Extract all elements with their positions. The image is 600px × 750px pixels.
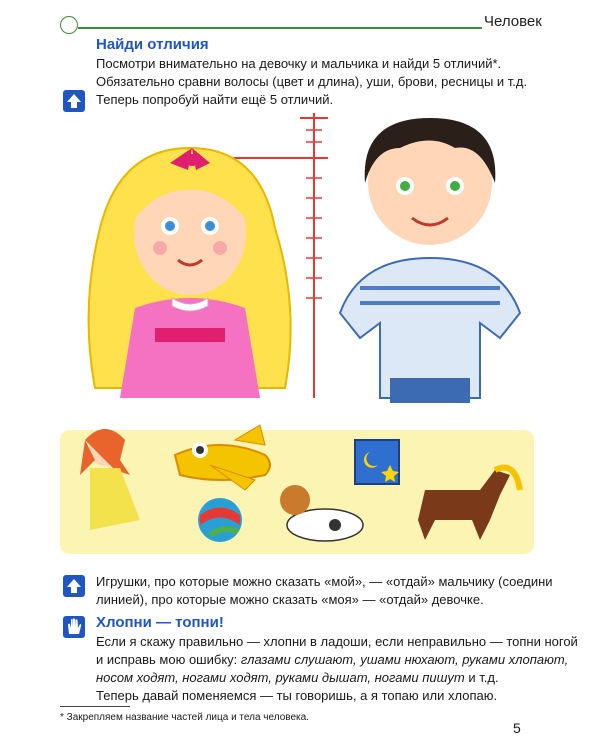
beach-ball xyxy=(198,498,242,542)
page-number: 5 xyxy=(513,720,521,736)
toy-dog xyxy=(280,485,363,541)
game-line-1: Если я скажу правильно — хлопни в ладоши, если неправильно — топни ногой xyxy=(96,634,578,649)
toy-horse xyxy=(418,468,520,541)
instruction-line-2: Обязательно сравни волосы (цвет и длина), уши, брови, ресницы и т.д. xyxy=(96,74,528,89)
section-title-find-differences: Найди отличия xyxy=(96,36,209,53)
toys-task-line-1: Игрушки, про которые можно сказать «мой», — «отдай» мальчику (соедини xyxy=(96,574,553,589)
game-line-2-prefix: и исправь мою ошибку: xyxy=(96,652,241,667)
game-line-3 xyxy=(96,669,499,687)
children-illustration xyxy=(60,108,540,408)
toys-task-line-2: линией), про которые можно сказать «моя» — «отдай» девочке. xyxy=(96,592,484,607)
rag-doll xyxy=(80,429,140,530)
arrow-up-icon xyxy=(63,575,85,597)
boy-figure xyxy=(340,118,520,403)
header-rule xyxy=(78,27,482,29)
game-line-3-suffix: и т.д. xyxy=(464,670,499,685)
game-line-3-examples: носом ходят, ногами ходят, руками дышат, ногами пишут xyxy=(96,670,465,685)
instruction-line-3: Теперь попробуй найти ещё 5 отличий. xyxy=(96,92,334,107)
toy-airplane xyxy=(175,425,270,490)
toys-illustration xyxy=(60,420,540,560)
girl-figure xyxy=(89,148,291,398)
instruction-line-1: Посмотри внимательно на девочку и мальчика и найди 5 отличий*. xyxy=(96,56,502,71)
game-line-2-examples: глазами слушают, ушами нюхают, руками хлопают, xyxy=(240,652,569,667)
game-line-4: Теперь давай поменяемся — ты говоришь, а я топаю или хлопаю. xyxy=(96,688,498,703)
hand-icon xyxy=(63,616,85,638)
face-icon xyxy=(60,16,78,34)
page-header-title: Человек xyxy=(484,13,542,30)
footnote: * Закрепляем название частей лица и тела человека. xyxy=(60,712,309,723)
toy-cube xyxy=(355,440,399,484)
game-line-2 xyxy=(96,651,568,669)
footnote-rule xyxy=(60,706,130,707)
section-title-clap-stomp: Хлопни — топни! xyxy=(96,614,224,631)
